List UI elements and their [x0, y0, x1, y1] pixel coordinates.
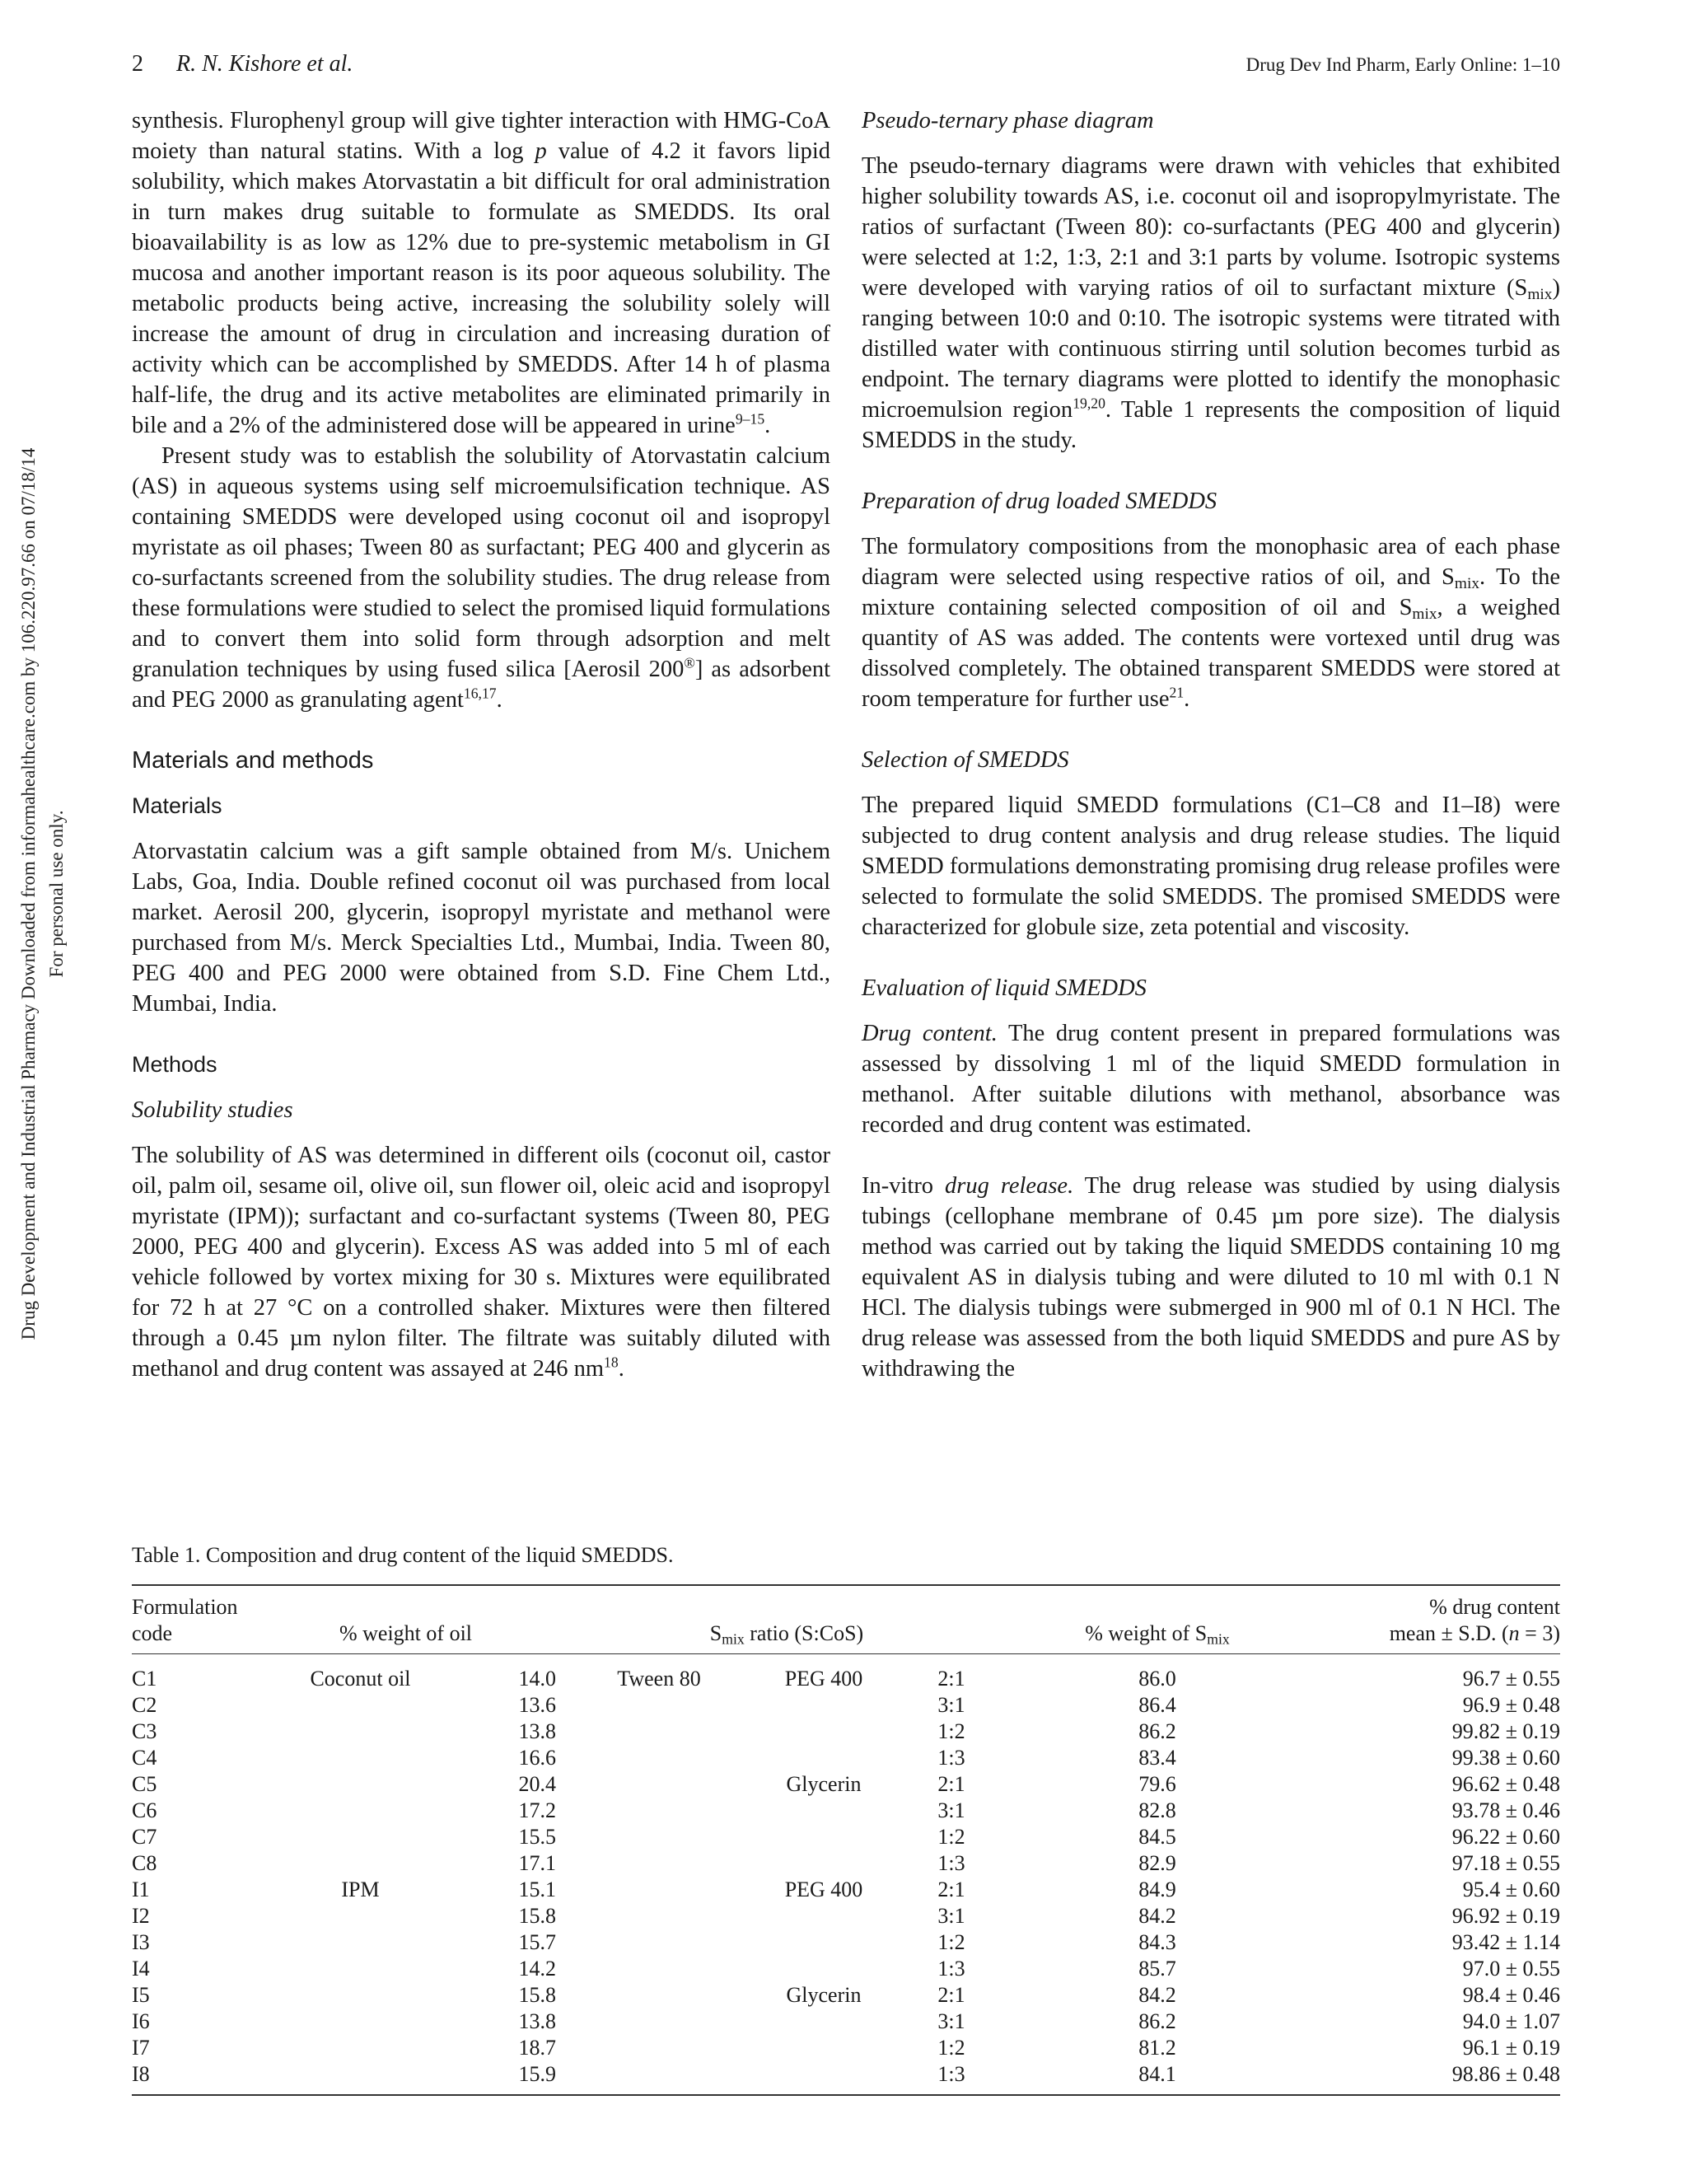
cell-smix-percent: 84.9 — [1138, 1878, 1176, 1901]
cell-oil-percent: 16.6 — [518, 1746, 556, 1770]
cell-cosurfactant: PEG 400 — [784, 1667, 863, 1691]
cell-drug-content: 94.0 ± 1.07 — [1462, 2009, 1560, 2033]
header-drug-content-line-1: % drug content — [1429, 1595, 1560, 1619]
cell-ratio: 1:2 — [937, 2036, 965, 2060]
header-code-line-1: Formulation — [132, 1595, 238, 1619]
citation-18: 18 — [604, 1354, 619, 1371]
cell-drug-content: 96.9 ± 0.48 — [1462, 1693, 1560, 1717]
table-row — [132, 1929, 1560, 1956]
ternary-text-a: The pseudo-ternary diagrams were drawn with vehicles that exhibited higher solubility towards AS, i.e. coconut oil and isopropylmyristate. The ratios of surfactant (Tween 80): co-surfactants (PEG 400 and glycerin) were selected at 1:2, 1:3, 2:1 and 3:1 parts by volume. Isotropic systems were developed with varying ratios of oil to surfactant mixture (S — [862, 153, 1560, 301]
cell-oil-percent: 13.8 — [518, 1719, 556, 1743]
intro-paragraph-1 — [132, 105, 830, 441]
cell-oil — [255, 1692, 465, 1719]
drug-content-text: The drug content present in prepared formulations was assessed by dissolving 1 ml of the liquid SMEDD formulation in methanol. After suitable dilutions with methanol, absorbance was recorded and drug content was estimated. — [862, 1021, 1560, 1138]
cell-cosurfactant: Glycerin — [786, 1983, 862, 2007]
smix-subscript: mix — [1412, 605, 1437, 623]
prep-text-c: , a weighed quantity of AS was added. The contents were vortexed until drug was dissolved completely. The obtained transparent SMEDDS were stored at room temperature for further use — [862, 595, 1560, 712]
cell-smix-percent: 86.2 — [1138, 2009, 1176, 2033]
cell-oil — [255, 2009, 465, 2035]
cell-cosurfactant — [762, 2061, 886, 2095]
cell-smix-percent: 84.2 — [1138, 1904, 1176, 1928]
cell-ratio: 1:3 — [937, 1746, 965, 1770]
cell-drug-content: 97.0 ± 0.55 — [1462, 1957, 1560, 1981]
cell-oil: Coconut oil — [310, 1667, 411, 1691]
intro-p1-text-c: . — [764, 413, 771, 438]
cell-surfactant — [556, 1745, 762, 1771]
intro-p2-text-c: . — [496, 687, 502, 713]
cell-cosurfactant: PEG 400 — [784, 1878, 863, 1901]
citation-19-20: 19,20 — [1072, 395, 1105, 412]
cell-smix-percent: 79.6 — [1138, 1772, 1176, 1796]
header-smix-weight-text: % weight of S — [1085, 1621, 1208, 1645]
cell-cosurfactant — [762, 2009, 886, 2035]
cell-surfactant — [556, 1771, 762, 1798]
prep-text-b: . To the mixture containing selected composition of oil and S — [862, 564, 1560, 620]
cell-oil: IPM — [341, 1878, 380, 1901]
cell-oil — [255, 1982, 465, 2009]
cell-code: C7 — [132, 1825, 157, 1849]
table-row — [132, 1666, 1560, 1692]
registered-mark: ® — [684, 654, 695, 671]
materials-paragraph: Atorvastatin calcium was a gift sample obtained from M/s. Unichem Labs, Goa, India. Double refined coconut oil was purchased from local market. Aerosil 200, glycerin, isopropyl myristate and methanol were purchased from M/s. Merck Specialties Ltd., Mumbai, India. Tween 80, PEG 400 and PEG 2000 were obtained from S.D. Fine Chem Ltd., Mumbai, India. — [132, 839, 830, 1017]
preparation-paragraph — [862, 531, 1560, 714]
cell-cosurfactant — [762, 1956, 886, 1982]
cell-oil — [255, 1719, 465, 1745]
cell-smix-percent: 84.5 — [1138, 1825, 1176, 1849]
cell-drug-content: 98.4 ± 0.46 — [1462, 1983, 1560, 2007]
cell-drug-content: 96.7 ± 0.55 — [1462, 1667, 1560, 1691]
citation-21: 21 — [1169, 684, 1185, 701]
cell-oil — [255, 1929, 465, 1956]
smix-subscript: mix — [1454, 574, 1480, 592]
running-head-authors: R. N. Kishore et al. — [176, 51, 353, 77]
cell-smix-percent: 83.4 — [1138, 1746, 1176, 1770]
cell-smix-percent: 86.2 — [1138, 1719, 1176, 1743]
cell-oil-percent: 14.0 — [518, 1667, 556, 1691]
citation-9-15: 9–15 — [735, 410, 765, 428]
running-head — [132, 51, 1560, 84]
cell-smix-percent: 86.4 — [1138, 1693, 1176, 1717]
cell-oil — [255, 1903, 465, 1929]
table-row — [132, 1903, 1560, 1929]
cell-oil — [255, 2035, 465, 2061]
cell-surfactant — [556, 1877, 762, 1903]
page-number: 2 — [132, 51, 143, 77]
cell-cosurfactant — [762, 1824, 886, 1850]
cell-surfactant — [556, 1903, 762, 1929]
cell-surfactant — [556, 1956, 762, 1982]
cell-code: C5 — [132, 1772, 157, 1796]
header-drug-content-line-2b: = 3) — [1519, 1621, 1560, 1645]
ternary-text-c: . Table 1 represents the composition of liquid SMEDDS in the study. — [862, 397, 1560, 453]
cell-surfactant — [556, 1719, 762, 1745]
heading-selection: Selection of SMEDDS — [862, 747, 1069, 773]
cell-ratio: 1:2 — [937, 1719, 965, 1743]
heading-pseudo-ternary: Pseudo-ternary phase diagram — [862, 108, 1154, 133]
cell-oil — [255, 2061, 465, 2095]
intro-p2-text-b: ] as adsorbent and PEG 2000 as granulating agent — [132, 657, 831, 713]
citation-16-17: 16,17 — [463, 685, 497, 702]
cell-drug-content: 93.78 ± 0.46 — [1451, 1798, 1560, 1822]
cell-cosurfactant — [762, 1929, 886, 1956]
table-row — [132, 2009, 1560, 2035]
table-row — [132, 1850, 1560, 1877]
right-column — [862, 105, 1560, 1384]
composition-table — [132, 1584, 1560, 2096]
cell-code: C2 — [132, 1693, 157, 1717]
cell-ratio: 2:1 — [937, 1983, 965, 2007]
cell-code: C4 — [132, 1746, 157, 1770]
table-row — [132, 2061, 1560, 2095]
header-smix-ratio-text: ratio (S:CoS) — [744, 1621, 864, 1645]
subsection-title-methods: Methods — [132, 1052, 217, 1077]
cell-ratio: 2:1 — [937, 1667, 965, 1691]
table-row — [132, 1771, 1560, 1798]
header-formulation-code — [132, 1594, 255, 1654]
download-notice — [15, 194, 71, 1594]
cell-oil-percent: 15.9 — [465, 2061, 556, 2095]
cell-code: I3 — [132, 1930, 150, 1954]
table-row — [132, 1824, 1560, 1850]
cell-surfactant — [556, 2061, 762, 2095]
cell-oil-percent: 17.2 — [518, 1798, 556, 1822]
solubility-text-c: . — [618, 1356, 624, 1382]
cell-oil — [255, 1771, 465, 1798]
heading-solubility-studies: Solubility studies — [132, 1097, 293, 1123]
invitro-text: The drug release was studied by using dialysis tubings (cellophane membrane of 0.45 µm pore size). The dialysis method was carried out by taking the liquid SMEDDS containing 10 mg equivalent AS in dialysis tubing and were diluted to 10 ml with 0.1 N HCl. The dialysis tubings were submerged in 900 ml of 0.1 N HCl. The drug release was assessed from the both liquid SMEDDS and pure AS by withdrawing the — [862, 1173, 1560, 1382]
cell-oil-percent: 17.1 — [518, 1851, 556, 1875]
cell-ratio: 3:1 — [937, 2009, 965, 2033]
cell-surfactant — [556, 1824, 762, 1850]
cell-drug-content: 95.4 ± 0.60 — [1462, 1878, 1560, 1901]
cell-oil — [255, 1850, 465, 1877]
table-row — [132, 1798, 1560, 1824]
cell-smix-percent: 85.7 — [1138, 1957, 1176, 1981]
cell-ratio: 1:2 — [937, 1930, 965, 1954]
cell-oil-percent: 13.6 — [518, 1693, 556, 1717]
table-row — [132, 1745, 1560, 1771]
cell-cosurfactant — [762, 2035, 886, 2061]
download-notice-line-1: Drug Development and Industrial Pharmacy Downloaded from informahealthcare.com by 106.220.97.66 on 07/18/14 — [18, 447, 39, 1340]
header-drug-content — [1297, 1594, 1560, 1654]
header-code-line-2: code — [132, 1621, 173, 1645]
selection-paragraph: The prepared liquid SMEDD formulations (C1–C8 and I1–I8) were subjected to drug content analysis and drug release studies. The liquid SMEDD formulations demonstrating promising drug release profiles were selected to formulate the solid SMEDDS. The promised SMEDDS were characterized for globule size, zeta potential and viscosity. — [862, 793, 1560, 940]
invitro-paragraph — [862, 1171, 1560, 1384]
cell-cosurfactant — [762, 1903, 886, 1929]
cell-cosurfactant — [762, 1798, 886, 1824]
cell-drug-content: 93.42 ± 1.14 — [1451, 1930, 1560, 1954]
ternary-paragraph — [862, 151, 1560, 456]
header-drug-content-line-2a: mean ± S.D. ( — [1389, 1621, 1509, 1645]
cell-smix-percent: 82.8 — [1138, 1798, 1176, 1822]
header-smix-weight-sub: mix — [1207, 1630, 1230, 1648]
cell-oil-percent: 15.8 — [518, 1904, 556, 1928]
cell-surfactant — [556, 2035, 762, 2061]
drug-content-run-in: Drug content. — [862, 1021, 998, 1046]
cell-smix-percent: 84.3 — [1138, 1930, 1176, 1954]
cell-drug-content: 97.18 ± 0.55 — [1451, 1851, 1560, 1875]
cell-surfactant — [556, 1692, 762, 1719]
download-notice-line-2: For personal use only. — [46, 810, 67, 978]
cell-code: I7 — [132, 2036, 150, 2060]
cell-oil — [255, 1745, 465, 1771]
cell-surfactant — [556, 2009, 762, 2035]
cell-oil-percent: 13.8 — [518, 2009, 556, 2033]
cell-oil-percent: 15.1 — [518, 1878, 556, 1901]
cell-surfactant: Tween 80 — [617, 1667, 701, 1691]
cell-oil-percent: 15.8 — [518, 1983, 556, 2007]
table-body — [132, 1654, 1560, 2096]
cell-code: I4 — [132, 1957, 150, 1981]
cell-smix-percent: 86.0 — [1138, 1667, 1176, 1691]
cell-cosurfactant — [762, 1719, 886, 1745]
cell-ratio: 1:2 — [937, 1825, 965, 1849]
cell-oil — [255, 1956, 465, 1982]
header-smix-ratio — [556, 1594, 1017, 1654]
cell-drug-content: 98.86 ± 0.48 — [1297, 2061, 1560, 2095]
cell-code: I6 — [132, 2009, 150, 2033]
table-row — [132, 2035, 1560, 2061]
cell-code: I1 — [132, 1878, 150, 1901]
table-row — [132, 1956, 1560, 1982]
cell-oil-percent: 15.7 — [518, 1930, 556, 1954]
cell-surfactant — [556, 1929, 762, 1956]
header-smix-ratio-sub: mix — [722, 1630, 745, 1648]
header-oil-weight: % weight of oil — [255, 1594, 556, 1654]
cell-code: C1 — [132, 1667, 157, 1691]
cell-smix-percent: 84.2 — [1138, 1983, 1176, 2007]
invitro-run-in-a: In-vitro — [862, 1173, 946, 1199]
cell-cosurfactant — [762, 1850, 886, 1877]
table-row — [132, 1877, 1560, 1903]
cell-code: C6 — [132, 1798, 157, 1822]
cell-smix-percent: 82.9 — [1138, 1851, 1176, 1875]
heading-preparation: Preparation of drug loaded SMEDDS — [862, 489, 1217, 514]
cell-drug-content: 99.38 ± 0.60 — [1451, 1746, 1560, 1770]
cell-code: I2 — [132, 1904, 150, 1928]
cell-surfactant — [556, 1798, 762, 1824]
cell-ratio: 2:1 — [937, 1772, 965, 1796]
cell-ratio: 1:3 — [937, 1957, 965, 1981]
header-smix-weight — [1017, 1594, 1297, 1654]
cell-code: C3 — [132, 1719, 157, 1743]
cell-drug-content: 96.92 ± 0.19 — [1451, 1904, 1560, 1928]
log-p-symbol: p — [535, 138, 547, 164]
invitro-run-in-b: drug release. — [945, 1173, 1074, 1199]
cell-ratio: 3:1 — [937, 1693, 965, 1717]
cell-ratio: 3:1 — [937, 1904, 965, 1928]
ternary-text-b: ) ranging between 10:0 and 0:10. The isotropic systems were titrated with distilled water with continuous stirring until solution becomes turbid as endpoint. The ternary diagrams were plotted to identify the monophasic microemulsion region — [862, 275, 1560, 423]
prep-text-d: . — [1184, 686, 1190, 712]
cell-ratio: 2:1 — [937, 1878, 965, 1901]
cell-drug-content: 99.82 ± 0.19 — [1451, 1719, 1560, 1743]
drug-content-paragraph — [862, 1018, 1560, 1140]
cell-ratio: 3:1 — [937, 1798, 965, 1822]
intro-p1-text-b: value of 4.2 it favors lipid solubility, which makes Atorvastatin a bit difficult for oral administration in turn makes drug suitable to formulate as SMEDDS. Its oral bioavailability is as low as 12% due to pre-systemic metabolism in GI mucosa and another important reason is its poor aqueous solubility. The metabolic products being active, increasing the solubility solely will increase the amount of drug in circulation and increasing duration of activity which can be accomplished by SMEDDS. After 14 h of plasma half-life, the drug and its active metabolites are eliminated primarily in bile and a 2% of the administered dose will be appeared in urine — [132, 138, 830, 438]
cell-smix-percent: 81.2 — [1138, 2036, 1176, 2060]
intro-p2-text-a: Present study was to establish the solubility of Atorvastatin calcium (AS) in aqueous systems using self microemulsification technique. AS containing SMEDDS were developed using coconut oil and isopropyl myristate as oil phases; Tween 80 as surfactant; PEG 400 and glycerin as co-surfactants screened from the solubility studies. The drug release from these formulations were studied to select the promised liquid formulations and to convert them into solid form through adsorption and melt granulation techniques by using fused silica [Aerosil 200 — [132, 443, 830, 682]
cell-oil-percent: 18.7 — [518, 2036, 556, 2060]
cell-oil — [255, 1824, 465, 1850]
cell-cosurfactant — [762, 1745, 886, 1771]
running-head-journal: Drug Dev Ind Pharm, Early Online: 1–10 — [1245, 54, 1560, 75]
cell-ratio: 1:3 — [937, 1851, 965, 1875]
cell-cosurfactant: Glycerin — [786, 1772, 862, 1796]
cell-drug-content: 96.62 ± 0.48 — [1451, 1772, 1560, 1796]
intro-paragraph-2 — [132, 441, 830, 715]
cell-surfactant — [556, 1982, 762, 2009]
cell-oil-percent: 15.5 — [518, 1825, 556, 1849]
header-smix-ratio-s: S — [709, 1621, 722, 1645]
cell-ratio: 1:3 — [886, 2061, 1017, 2095]
cell-drug-content: 96.1 ± 0.19 — [1462, 2036, 1560, 2060]
table-header-row — [132, 1594, 1560, 1654]
table-row — [132, 1719, 1560, 1745]
cell-oil — [255, 1798, 465, 1824]
smix-subscript: mix — [1527, 285, 1553, 303]
solubility-paragraph — [132, 1140, 830, 1384]
table-caption: Table 1. Composition and drug content of the liquid SMEDDS. — [132, 1543, 674, 1567]
subsection-title-materials: Materials — [132, 793, 222, 818]
cell-smix-percent: 84.1 — [1017, 2061, 1297, 2095]
table-row — [132, 1982, 1560, 2009]
heading-evaluation: Evaluation of liquid SMEDDS — [862, 975, 1147, 1001]
section-title-materials-and-methods: Materials and methods — [132, 747, 374, 774]
prep-text-a: The formulatory compositions from the monophasic area of each phase diagram were selected using respective ratios of oil, and S — [862, 534, 1560, 590]
cell-cosurfactant — [762, 1692, 886, 1719]
header-n-symbol: n — [1508, 1621, 1520, 1645]
cell-code: I5 — [132, 1983, 150, 2007]
table-row — [132, 1692, 1560, 1719]
cell-surfactant — [556, 1850, 762, 1877]
solubility-text-a: The solubility of AS was determined in different oils (coconut oil, castor oil, palm oil, sesame oil, olive oil, sun flower oil, oleic acid and isopropyl myristate (IPM)); surfactant and co-surfactant systems (Tween 80, PEG 2000, PEG 400 and glycerin). Excess AS was added into 5 ml of each vehicle followed by vortex mixing for 30 s. Mixtures were equilibrated for 72 h at 27 °C on a controlled shaker. Mixtures were then filtered through a 0.45 µm nylon filter. The filtrate was suitably diluted with methanol and drug content was assayed at 246 nm — [132, 1143, 830, 1382]
intro-p1-text-a: synthesis. Flurophenyl group will give tighter interaction with HMG-CoA moiety than natural statins. With a log — [132, 108, 830, 164]
cell-drug-content: 96.22 ± 0.60 — [1451, 1825, 1560, 1849]
cell-oil-percent: 14.2 — [518, 1957, 556, 1981]
left-column — [132, 105, 830, 1415]
cell-oil-percent: 20.4 — [518, 1772, 556, 1796]
cell-code: C8 — [132, 1851, 157, 1875]
cell-code: I8 — [132, 2061, 255, 2095]
